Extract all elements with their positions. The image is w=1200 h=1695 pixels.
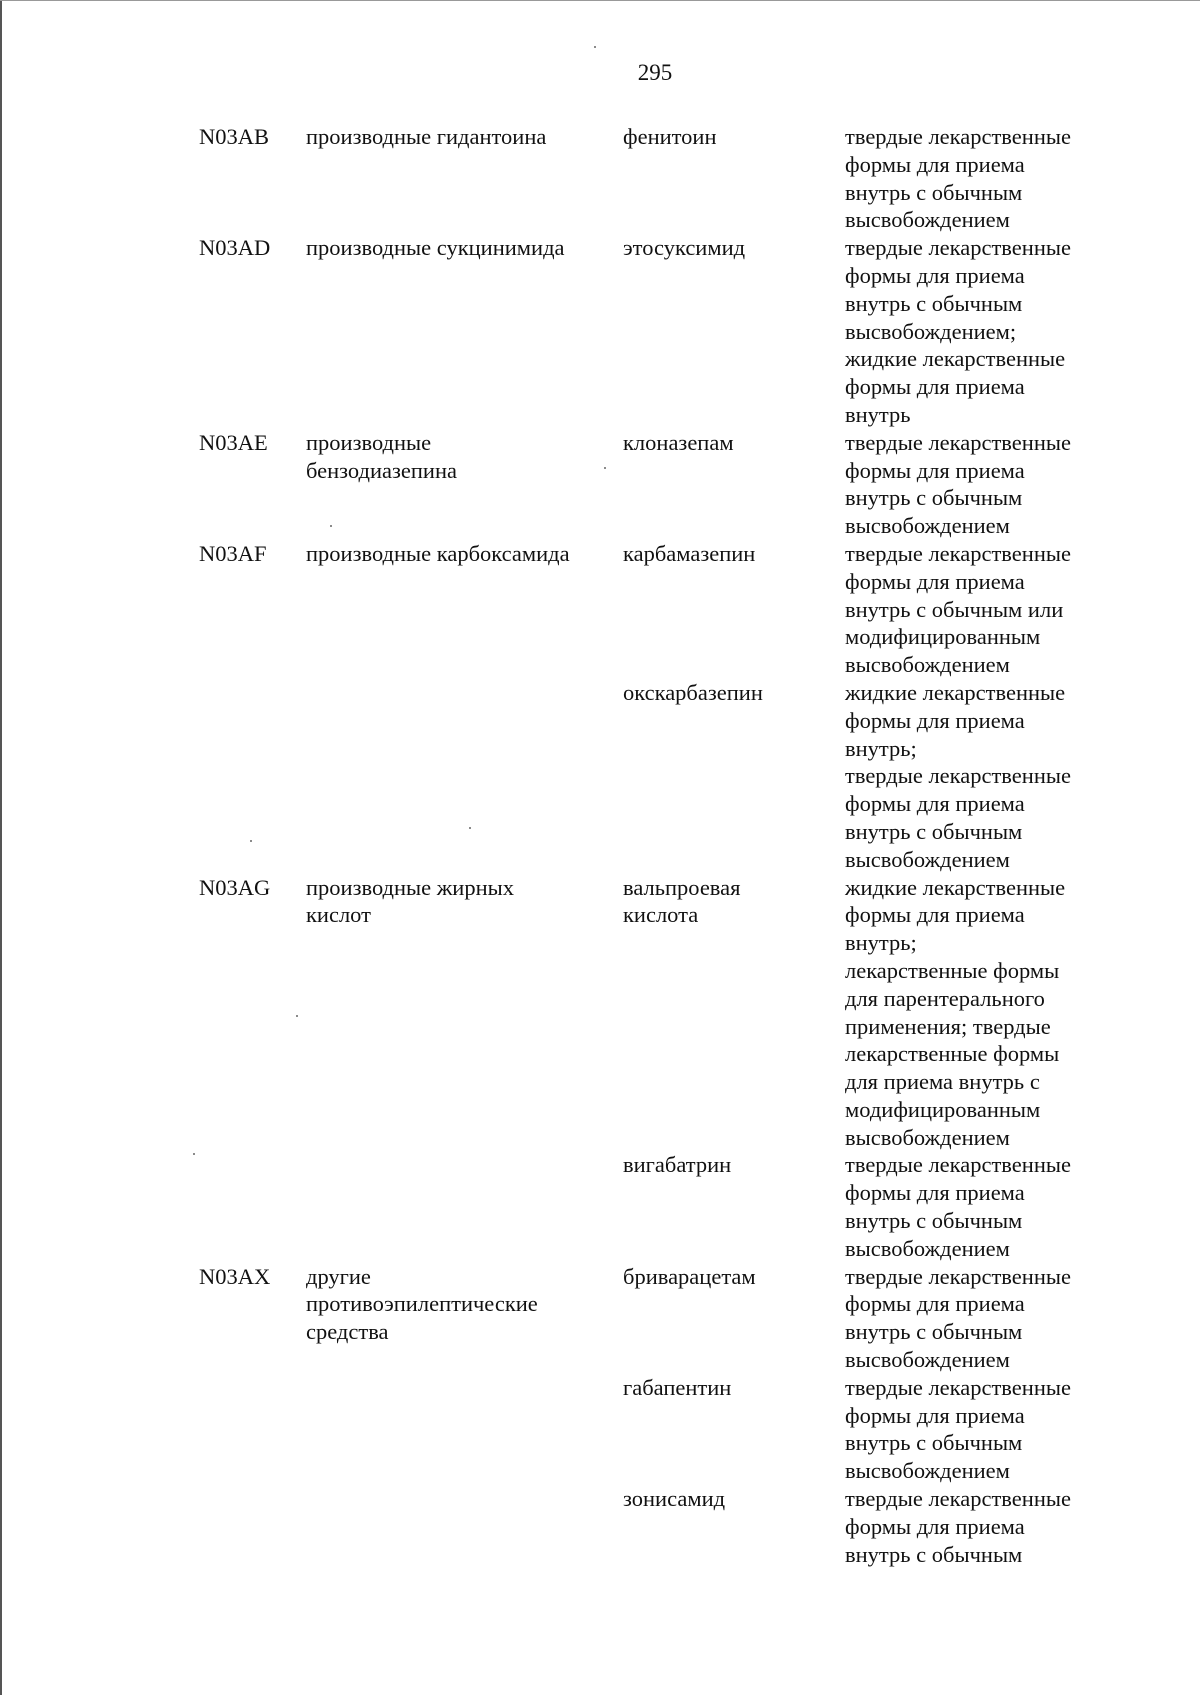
scan-speck bbox=[330, 525, 332, 527]
drug-name bbox=[623, 429, 845, 540]
dosage-form bbox=[845, 429, 1105, 540]
scan-speck bbox=[296, 1015, 298, 1017]
dosage-form-line: внутрь с обычным bbox=[845, 290, 1023, 316]
dosage-form-line: формы для приема bbox=[845, 457, 1025, 483]
dosage-form bbox=[845, 1151, 1105, 1262]
dosage-form-line: формы для приема bbox=[845, 374, 1025, 400]
dosage-form-line: внутрь bbox=[845, 401, 911, 427]
atc-code bbox=[199, 1374, 306, 1485]
dosage-form-line: твердые лекарственные bbox=[845, 1263, 1071, 1289]
dosage-form-line: высвобождением bbox=[845, 1347, 1010, 1373]
pharm-group bbox=[306, 234, 623, 429]
table-row bbox=[199, 234, 1105, 429]
pharm-group bbox=[306, 429, 623, 540]
atc-code: N03AB bbox=[199, 124, 270, 149]
table-row bbox=[199, 1263, 1105, 1374]
dosage-form-line: для приема внутрь с bbox=[845, 1069, 1040, 1095]
dosage-form-line: формы для приема bbox=[845, 1180, 1025, 1206]
drug-name bbox=[623, 540, 845, 679]
pharm-group bbox=[306, 1374, 623, 1485]
pharm-group-line: бензодиазепина bbox=[306, 457, 457, 483]
pharm-group-line: средства bbox=[306, 1319, 389, 1345]
table-row bbox=[199, 679, 1105, 874]
drug-name-line: клоназепам bbox=[623, 429, 734, 455]
dosage-form-line: формы для приема bbox=[845, 262, 1025, 288]
atc-code: N03AG bbox=[199, 874, 271, 900]
medicine-table bbox=[199, 123, 1105, 1568]
pharm-group-line: производные сукцинимида bbox=[306, 235, 565, 261]
scan-speck bbox=[469, 827, 471, 829]
dosage-form-line: внутрь с обычным bbox=[845, 179, 1023, 205]
drug-name bbox=[623, 679, 845, 874]
pharm-group bbox=[306, 540, 623, 679]
table-row bbox=[199, 1151, 1105, 1262]
dosage-form-line: лекарственные формы bbox=[845, 957, 1060, 983]
dosage-form-line: внутрь; bbox=[845, 930, 917, 956]
dosage-form-line: высвобождением bbox=[845, 846, 1010, 872]
atc-code: N03AF bbox=[199, 540, 267, 566]
drug-name-line: этосуксимид bbox=[623, 235, 746, 261]
dosage-form-line: высвобождением bbox=[845, 1458, 1010, 1484]
dosage-form-line: формы для приема bbox=[845, 791, 1025, 817]
pharm-group bbox=[306, 1263, 623, 1374]
table-row bbox=[199, 429, 1105, 540]
dosage-form bbox=[845, 679, 1105, 874]
dosage-form-line: высвобождением bbox=[845, 513, 1010, 539]
dosage-form-line: формы для приема bbox=[845, 707, 1025, 733]
scan-speck bbox=[250, 840, 252, 842]
dosage-form-line: внутрь с обычным или bbox=[845, 596, 1064, 622]
dosage-form-line: твердые лекарственные bbox=[845, 763, 1071, 789]
drug-name-line: кислота bbox=[623, 902, 699, 928]
dosage-form-line: формы для приема bbox=[845, 568, 1025, 594]
dosage-form-line: жидкие лекарственные bbox=[845, 679, 1066, 705]
pharm-group bbox=[306, 874, 623, 1152]
dosage-form-line: твердые лекарственные bbox=[845, 429, 1071, 455]
dosage-form-line: высвобождением; bbox=[845, 318, 1017, 344]
dosage-form-line: применения; твердые bbox=[845, 1013, 1051, 1039]
drug-name bbox=[623, 1485, 845, 1568]
table-row bbox=[199, 1374, 1105, 1485]
atc-code bbox=[199, 1151, 306, 1262]
pharm-group bbox=[306, 123, 623, 234]
pharm-group-line: кислот bbox=[306, 902, 371, 928]
dosage-form-line: модифицированным bbox=[845, 1096, 1041, 1122]
dosage-form-line: высвобождением bbox=[845, 1235, 1010, 1261]
drug-name-line: зонисамид bbox=[623, 1486, 726, 1512]
dosage-form bbox=[845, 1485, 1105, 1568]
dosage-form-line: внутрь с обычным bbox=[845, 1541, 1023, 1567]
dosage-form-line: высвобождением bbox=[845, 207, 1010, 233]
dosage-form-line: жидкие лекарственные bbox=[845, 346, 1066, 372]
dosage-form-line: высвобождением bbox=[845, 652, 1010, 678]
dosage-form bbox=[845, 1374, 1105, 1485]
dosage-form-line: внутрь с обычным bbox=[845, 1319, 1023, 1345]
dosage-form-line: жидкие лекарственные bbox=[845, 874, 1066, 900]
dosage-form-line: твердые лекарственные bbox=[845, 235, 1071, 261]
dosage-form bbox=[845, 540, 1105, 679]
table-body bbox=[199, 123, 1105, 1568]
atc-code: N03AD bbox=[199, 235, 271, 261]
drug-name bbox=[623, 123, 845, 234]
scan-edge bbox=[0, 0, 2, 1695]
dosage-form-line: формы для приема bbox=[845, 151, 1025, 177]
pharm-group bbox=[306, 1151, 623, 1262]
drug-name-line: вальпроевая bbox=[623, 874, 741, 900]
table-row bbox=[199, 874, 1105, 1152]
scan-speck bbox=[594, 46, 596, 48]
dosage-form bbox=[845, 874, 1105, 1152]
dosage-form-line: формы для приема bbox=[845, 1402, 1025, 1428]
dosage-form-line: внутрь с обычным bbox=[845, 485, 1023, 511]
dosage-form bbox=[845, 234, 1105, 429]
scan-speck bbox=[604, 467, 606, 469]
drug-name-line: карбамазепин bbox=[623, 540, 756, 566]
pharm-group-line: производные bbox=[306, 429, 432, 455]
dosage-form-line: высвобождением bbox=[845, 1124, 1010, 1150]
pharm-group bbox=[306, 679, 623, 874]
drug-name bbox=[623, 1374, 845, 1485]
dosage-form-line: внутрь с обычным bbox=[845, 1208, 1023, 1234]
atc-code: N03AE bbox=[199, 429, 268, 455]
dosage-form-line: внутрь с обычным bbox=[845, 818, 1023, 844]
dosage-form bbox=[845, 123, 1105, 234]
drug-name-line: окскарбазепин bbox=[623, 679, 763, 705]
drug-name-line: бриварацетам bbox=[623, 1263, 756, 1289]
scan-edge-top bbox=[0, 0, 1200, 1]
scan-speck bbox=[193, 1153, 195, 1155]
dosage-form-line: твердые лекарственные bbox=[845, 1152, 1071, 1178]
drug-name bbox=[623, 1151, 845, 1262]
dosage-form-line: формы для приема bbox=[845, 902, 1025, 928]
drug-name-line: габапентин bbox=[623, 1374, 732, 1400]
dosage-form-line: лекарственные формы bbox=[845, 1041, 1060, 1067]
table-row bbox=[199, 1485, 1105, 1568]
atc-code: N03AX bbox=[199, 1263, 271, 1289]
atc-code bbox=[199, 1485, 306, 1568]
drug-name-line: фенитоин bbox=[623, 124, 717, 149]
pharm-group-line: производные карбоксамида bbox=[306, 540, 570, 566]
dosage-form-line: формы для приема bbox=[845, 1291, 1025, 1317]
atc-code bbox=[199, 679, 306, 874]
table-row bbox=[199, 540, 1105, 679]
pharm-group-line: противоэпилептические bbox=[306, 1291, 538, 1317]
drug-name bbox=[623, 1263, 845, 1374]
dosage-form-line: твердые лекарственные bbox=[845, 540, 1071, 566]
dosage-form-line: внутрь с обычным bbox=[845, 1430, 1023, 1456]
pharm-group-line: другие bbox=[306, 1263, 371, 1289]
dosage-form-line: модифицированным bbox=[845, 624, 1041, 650]
table-row bbox=[199, 123, 1105, 234]
dosage-form-line: формы для приема bbox=[845, 1513, 1025, 1539]
pharm-group-line: производные гидантоина bbox=[306, 124, 547, 149]
dosage-form-line: твердые лекарственные bbox=[845, 1374, 1071, 1400]
drug-name-line: вигабатрин bbox=[623, 1152, 732, 1178]
page-number: 295 bbox=[637, 60, 673, 85]
pharm-group-line: производные жирных bbox=[306, 874, 515, 900]
dosage-form-line: твердые лекарственные bbox=[845, 124, 1071, 149]
dosage-form-line: для парентерального bbox=[845, 985, 1045, 1011]
dosage-form bbox=[845, 1263, 1105, 1374]
dosage-form-line: внутрь; bbox=[845, 735, 917, 761]
dosage-form-line: твердые лекарственные bbox=[845, 1486, 1071, 1512]
pharm-group bbox=[306, 1485, 623, 1568]
drug-name bbox=[623, 874, 845, 1152]
drug-name bbox=[623, 234, 845, 429]
